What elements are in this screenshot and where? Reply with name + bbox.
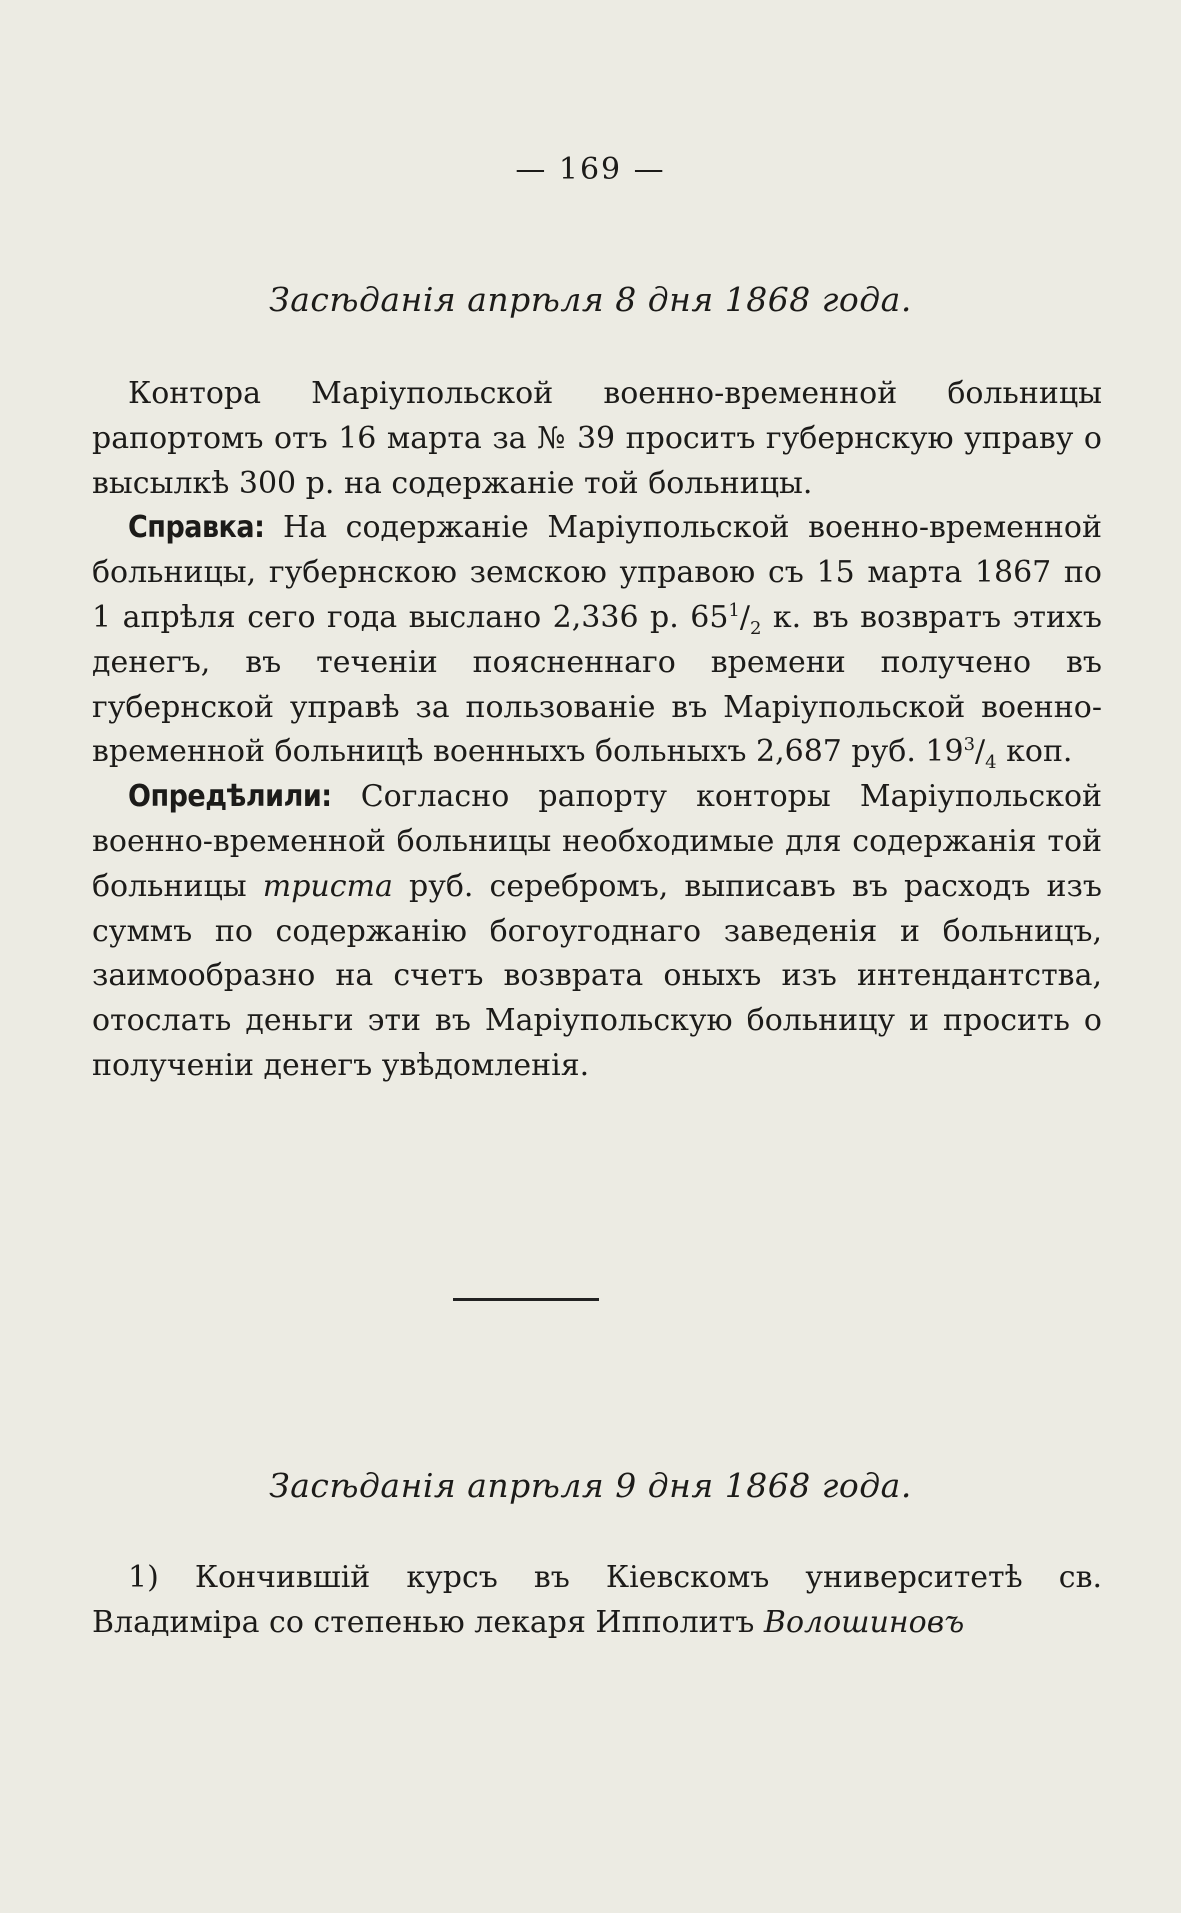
- fraction-numerator: 1: [728, 599, 740, 621]
- resolution-lead: Опредѣлили:: [128, 779, 332, 815]
- section-divider: [453, 1298, 599, 1301]
- resolution-text-b: руб. серебромъ, выписавъ въ расходъ изъ суммъ по содержанію богоугоднаго заведенія и больницъ, заимообразно на счетъ возврата оныхъ изъ интендантства, отослать деньги эти въ Маріупольскую больницу и просить о полученіи денегъ увѣдомленія.: [92, 868, 1102, 1083]
- paragraph-resolution: [92, 775, 1102, 1089]
- paragraph-request-text: Контора Маріупольской военно-временной больницы рапортомъ отъ 16 марта за № 39 проситъ губернскую управу о высылкѣ 300 р. на содержаніе той больницы.: [92, 376, 1102, 501]
- item-1-italic-name: Волошиновъ: [763, 1604, 965, 1640]
- paragraph-request: [92, 372, 1102, 506]
- session-heading-april-8: Засѣданія апрѣля 8 дня 1868 года.: [269, 280, 912, 319]
- session-heading-april-9: Засѣданія апрѣля 9 дня 1868 года.: [269, 1466, 912, 1505]
- reference-text-c: коп.: [996, 734, 1073, 770]
- item-1-text: 1) Кончившій курсъ въ Кіевскомъ университетѣ св. Владиміра со степенью лекаря Ипполитъ: [92, 1560, 1102, 1640]
- paragraph-item-1: [92, 1556, 1102, 1646]
- reference-text-a: На содержаніе Маріупольской военно-временной больницы, губернскою земскою управою съ 15 марта 1867 по 1 апрѣля сего года выслано 2,336 р. 65: [92, 510, 1102, 635]
- resolution-italic-amount: триста: [262, 868, 393, 904]
- fraction-denominator: 2: [749, 617, 762, 639]
- resolution-text-a: Согласно рапорту конторы Маріупольской военно-временной больницы необходимые для содержанія той больницы: [92, 779, 1102, 904]
- reference-lead: Справка:: [128, 510, 265, 546]
- fraction-numerator: 3: [963, 734, 976, 756]
- session-april-8-body: [92, 372, 1102, 1089]
- fraction-denominator: 4: [985, 752, 997, 774]
- page-number: — 169 —: [515, 152, 666, 187]
- paragraph-reference: Справка: На содержаніе Маріупольской военно-временной больницы, губернскою земскою управою съ 15 марта 1867 по 1 апрѣля сего года выслано 2,336 р. $65^1/_2$ к. въ возвратъ этихъ денегъ, въ теченіи поясненнаго времени получено въ губернской управѣ за пользованіе въ Маріупольской военно-временной больницѣ военныхъ больныхъ 2,687 руб. $19^3/_4$ коп.: [92, 510, 1102, 774]
- session-april-9-body: [92, 1556, 1102, 1646]
- reference-text-b: к. въ возвратъ этихъ денегъ, въ теченіи поясненнаго времени получено въ губернской управѣ за пользованіе въ Маріупольской военно-временной больницѣ военныхъ больныхъ 2,687 руб. 19: [92, 599, 1102, 770]
